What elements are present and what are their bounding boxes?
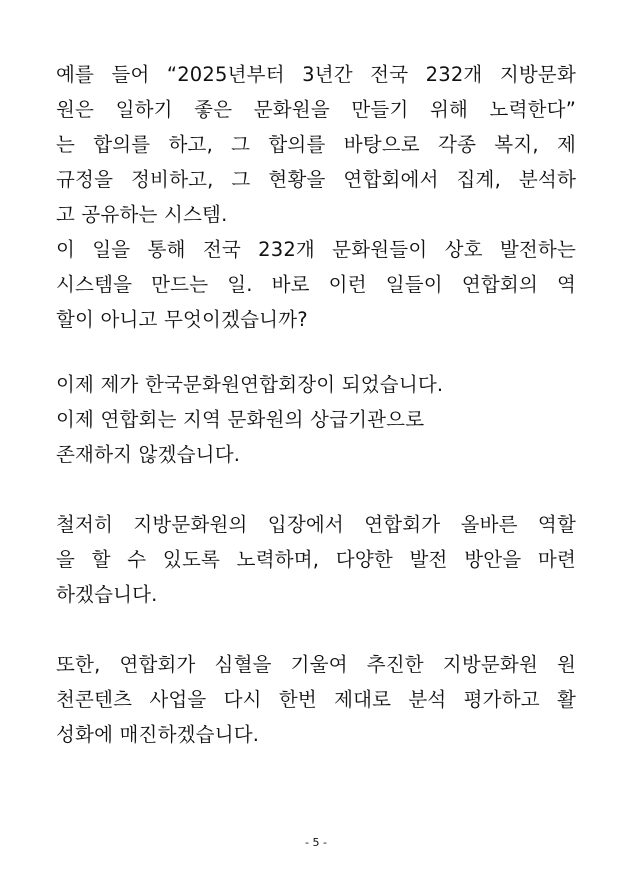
paragraph-1-line-5: 고 공유하는 시스템. <box>56 203 228 226</box>
paragraph-3-line-1: 이제 제가 한국문화원연합회장이 되었습니다. <box>56 373 444 396</box>
paragraph-3-line-3: 존재하지 않겠습니다. <box>56 443 241 466</box>
paragraph-4-line-1: 철저히 지방문화원의 입장에서 연합회가 올바른 역할 <box>56 513 576 536</box>
paragraph-4-line-3: 하겠습니다. <box>56 583 158 606</box>
paragraph-1-line-4: 규정을 정비하고, 그 현황을 연합회에서 집계, 분석하 <box>56 168 576 191</box>
paragraph-5-line-2: 천콘텐츠 사업을 다시 한번 제대로 분석 평가하고 활 <box>56 688 576 711</box>
paragraph-1-line-1: 예를 들어 “2025년부터 3년간 전국 232개 지방문화 <box>56 63 576 86</box>
paragraph-1-line-3: 는 합의를 하고, 그 합의를 바탕으로 각종 복지, 제 <box>56 133 576 156</box>
paragraph-2-line-2: 시스템을 만드는 일. 바로 이런 일들이 연합회의 역 <box>56 273 576 296</box>
paragraph-4-line-2: 을 할 수 있도록 노력하며, 다양한 발전 방안을 마련 <box>56 548 576 571</box>
paragraph-2-line-3: 할이 아니고 무엇이겠습니까? <box>56 308 308 331</box>
paragraph-1-line-2: 원은 일하기 좋은 문화원을 만들기 위해 노력한다” <box>56 98 576 121</box>
paragraph-3-line-2: 이제 연합회는 지역 문화원의 상급기관으로 <box>56 408 425 431</box>
paragraph-5-line-3: 성화에 매진하겠습니다. <box>56 723 260 746</box>
page-number: - 5 - <box>305 836 327 849</box>
paragraph-2-line-1: 이 일을 통해 전국 232개 문화원들이 상호 발전하는 <box>56 238 576 261</box>
paragraph-5-line-1: 또한, 연합회가 심혈을 기울여 추진한 지방문화원 원 <box>56 653 576 676</box>
